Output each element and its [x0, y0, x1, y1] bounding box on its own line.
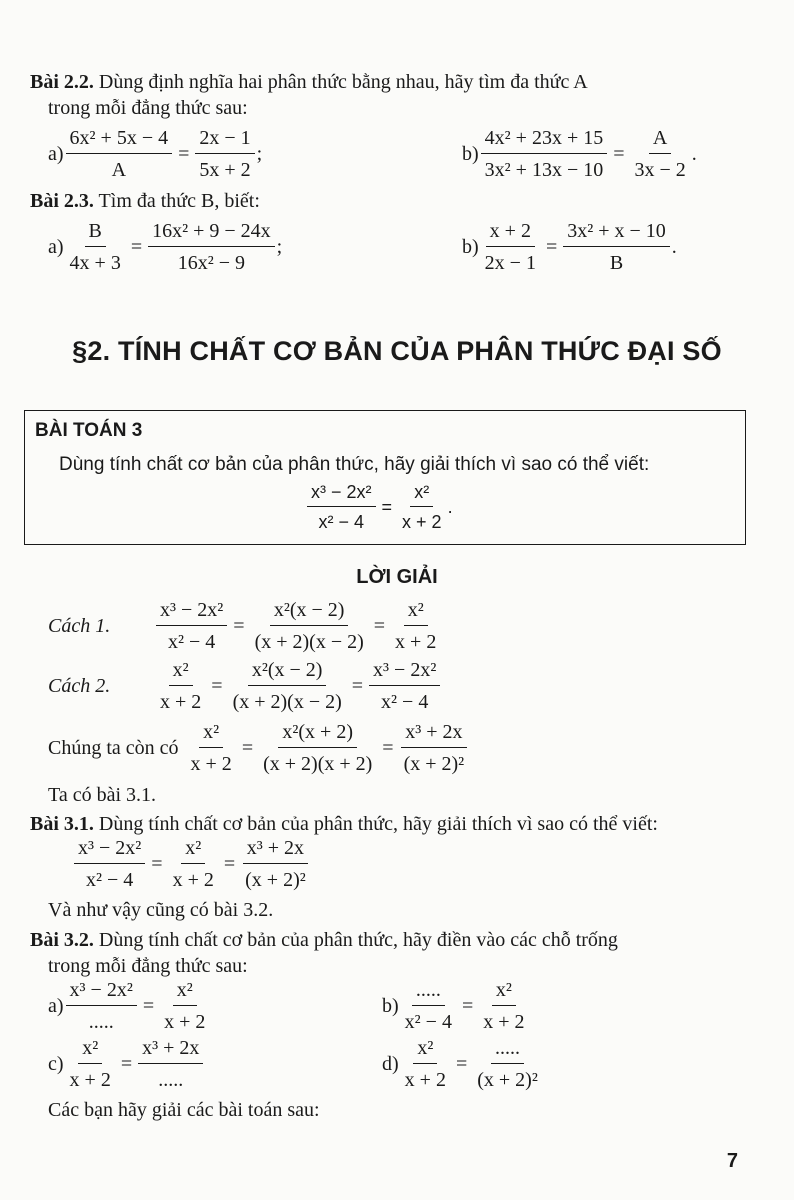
- fraction: [479, 980, 528, 1032]
- fraction: [138, 1038, 203, 1090]
- denominator: A: [111, 159, 127, 181]
- problem-title: BÀI TOÁN 3: [35, 420, 143, 441]
- numerator: x³ + 2x: [243, 838, 308, 864]
- denominator: x + 2: [190, 753, 232, 775]
- ex31-label: Bài 3.1.: [30, 813, 94, 835]
- ex23-b-label: b): [462, 235, 479, 258]
- solution-cach2: [48, 660, 442, 712]
- denominator: 3x² + 13x − 10: [484, 159, 604, 181]
- numerator: x²: [404, 600, 428, 626]
- fraction: [307, 483, 376, 531]
- ex32-text2: trong mỗi đẳng thức sau:: [48, 955, 248, 977]
- numerator: x³ − 2x²: [74, 838, 145, 864]
- cach1-label: Cách 1.: [48, 614, 111, 637]
- fraction: [66, 980, 137, 1032]
- ex23-text: Tìm đa thức B, biết:: [93, 190, 260, 212]
- fraction: [148, 221, 275, 273]
- ex22-a: [48, 128, 262, 180]
- closing-text: Các bạn hãy giải các bài toán sau:: [48, 1099, 320, 1121]
- problem-text: Dùng tính chất cơ bản của phân thức, hãy giải thích vì sao có thể viết:: [59, 454, 650, 475]
- fraction: [401, 980, 456, 1032]
- numerator: x³ + 2x: [401, 722, 466, 748]
- fraction: [631, 128, 690, 180]
- ex32-d-label: d): [382, 1052, 399, 1075]
- fraction: [398, 483, 446, 531]
- denominator: B: [609, 252, 624, 274]
- fraction: [400, 722, 469, 774]
- denominator: (x + 2)²: [245, 869, 306, 891]
- numerator: x³ − 2x²: [66, 980, 137, 1006]
- numerator: 4x² + 23x + 15: [481, 128, 608, 154]
- equals-sign: =: [130, 235, 143, 258]
- numerator: x + 2: [486, 221, 535, 247]
- ex32-d: [382, 1038, 544, 1090]
- equals-sign: =: [142, 994, 155, 1017]
- numerator: B: [85, 221, 106, 247]
- denominator: 16x² − 9: [177, 252, 246, 274]
- solution-also: [48, 722, 470, 774]
- ex32-line1: [30, 930, 618, 950]
- denominator: .....: [158, 1069, 184, 1091]
- equals-sign: =: [613, 142, 625, 165]
- solution-heading: LỜI GIẢI: [356, 566, 438, 588]
- numerator: .....: [412, 980, 445, 1006]
- equals-sign: =: [233, 614, 245, 637]
- ex22-line1: [30, 72, 588, 92]
- solution-cach1: [48, 600, 442, 652]
- fraction: [229, 660, 346, 712]
- fraction: [156, 600, 227, 652]
- section-title: §2. TÍNH CHẤT CƠ BẢN CỦA PHÂN THỨC ĐẠI SỐ: [72, 336, 722, 366]
- denominator: x² − 4: [86, 869, 134, 891]
- punctuation: ;: [256, 142, 263, 165]
- ex22-a-label: a): [48, 142, 64, 165]
- fraction: [74, 838, 145, 890]
- numerator: x³ + 2x: [138, 1038, 203, 1064]
- problem-box: [24, 410, 746, 545]
- ex23-a-label: a): [48, 235, 64, 258]
- equals-sign: =: [151, 852, 163, 875]
- ex23-line: [30, 191, 260, 211]
- denominator: x + 2: [402, 512, 442, 532]
- denominator: x + 2: [172, 869, 214, 891]
- numerator: x²: [78, 1038, 102, 1064]
- punctuation: .: [691, 142, 697, 165]
- fraction: [369, 660, 440, 712]
- punctuation: .: [447, 496, 453, 517]
- page-number: 7: [726, 1150, 738, 1172]
- cach2-label: Cách 2.: [48, 674, 111, 697]
- fraction: [391, 600, 440, 652]
- fraction: [156, 660, 205, 712]
- equals-sign: =: [211, 674, 223, 697]
- equals-sign: =: [223, 852, 236, 875]
- fraction: [251, 600, 368, 652]
- numerator: x²: [410, 483, 433, 507]
- fraction: [481, 128, 608, 180]
- numerator: A: [649, 128, 671, 154]
- denominator: (x + 2)(x − 2): [232, 691, 342, 713]
- numerator: x²: [199, 722, 223, 748]
- equals-sign: =: [461, 994, 474, 1017]
- equals-sign: =: [382, 736, 394, 759]
- ex31-text: Dùng tính chất cơ bản của phân thức, hãy giải thích vì sao có thể viết:: [93, 813, 658, 835]
- punctuation: ;: [276, 235, 283, 258]
- equals-sign: =: [381, 496, 393, 517]
- problem-equation: [305, 483, 453, 531]
- ex22-text1: Dùng định nghĩa hai phân thức bằng nhau, hãy tìm đa thức A: [93, 71, 588, 93]
- numerator: 2x − 1: [195, 128, 254, 154]
- denominator: (x + 2)(x − 2): [254, 631, 364, 653]
- equals-sign: =: [545, 235, 558, 258]
- denominator: x + 2: [404, 1069, 446, 1091]
- denominator: x + 2: [160, 691, 202, 713]
- numerator: x³ − 2x²: [307, 483, 376, 507]
- denominator: (x + 2)²: [403, 753, 465, 775]
- fraction: [187, 722, 236, 774]
- ex23-label: Bài 2.3.: [30, 190, 94, 212]
- denominator: x² − 4: [168, 631, 216, 653]
- punctuation: .: [671, 235, 677, 258]
- fraction: [241, 838, 310, 890]
- numerator: x³ − 2x²: [369, 660, 440, 686]
- ex31-line: [30, 814, 658, 834]
- numerator: 3x² + x − 10: [563, 221, 670, 247]
- fraction: [481, 221, 540, 273]
- equals-sign: =: [120, 1052, 133, 1075]
- ex32-a: [48, 980, 211, 1032]
- denominator: 5x + 2: [199, 159, 251, 181]
- denominator: x + 2: [164, 1011, 206, 1033]
- fraction: [473, 1038, 542, 1090]
- denominator: x² − 4: [404, 1011, 452, 1033]
- ex22-b: [462, 128, 697, 180]
- numerator: x²: [173, 980, 197, 1006]
- denominator: (x + 2)²: [477, 1069, 538, 1091]
- ex32-text1: Dùng tính chất cơ bản của phân thức, hãy điền vào các chỗ trống: [93, 929, 618, 951]
- denominator: x² − 4: [381, 691, 429, 713]
- ex22-label: Bài 2.2.: [30, 71, 94, 93]
- numerator: x²: [492, 980, 516, 1006]
- ex32-a-label: a): [48, 994, 64, 1017]
- fraction: [259, 722, 376, 774]
- numerator: x³ − 2x²: [156, 600, 227, 626]
- ex32-c-label: c): [48, 1052, 64, 1075]
- fraction: [169, 838, 218, 890]
- solution-conclusion: Ta có bài 3.1.: [48, 784, 157, 806]
- equals-sign: =: [178, 142, 190, 165]
- ex32-b: [382, 980, 531, 1032]
- ex22-text2: trong mỗi đẳng thức sau:: [48, 97, 248, 119]
- ex31-equation: [72, 838, 312, 890]
- fraction: [66, 128, 173, 180]
- equals-sign: =: [351, 674, 364, 697]
- numerator: x²(x + 2): [278, 722, 357, 748]
- ex32-b-label: b): [382, 994, 399, 1017]
- ex32-c: [48, 1038, 205, 1090]
- denominator: (x + 2)(x + 2): [263, 753, 373, 775]
- equals-sign: =: [373, 614, 386, 637]
- fraction: [563, 221, 670, 273]
- equals-sign: =: [241, 736, 254, 759]
- denominator: x + 2: [395, 631, 437, 653]
- ex23-a: [48, 221, 282, 273]
- fraction: [66, 1038, 115, 1090]
- denominator: 2x − 1: [484, 252, 536, 274]
- numerator: 6x² + 5x − 4: [66, 128, 173, 154]
- numerator: 16x² + 9 − 24x: [148, 221, 275, 247]
- denominator: 4x + 3: [69, 252, 121, 274]
- numerator: .....: [491, 1038, 524, 1064]
- equals-sign: =: [455, 1052, 468, 1075]
- denominator: .....: [88, 1011, 114, 1033]
- numerator: x²: [169, 660, 193, 686]
- denominator: x + 2: [69, 1069, 111, 1091]
- ex23-b: [462, 221, 677, 273]
- fraction: [401, 1038, 450, 1090]
- denominator: x + 2: [483, 1011, 525, 1033]
- ex31-after: Và như vậy cũng có bài 3.2.: [48, 899, 274, 921]
- fraction: [195, 128, 254, 180]
- also-label: Chúng ta còn có: [48, 736, 179, 759]
- denominator: x² − 4: [318, 512, 365, 532]
- fraction: [160, 980, 209, 1032]
- numerator: x²: [413, 1038, 437, 1064]
- numerator: x²(x − 2): [248, 660, 327, 686]
- ex22-b-label: b): [462, 142, 479, 165]
- ex32-label: Bài 3.2.: [30, 929, 94, 951]
- denominator: 3x − 2: [634, 159, 686, 181]
- fraction: [66, 221, 125, 273]
- numerator: x²(x − 2): [270, 600, 349, 626]
- numerator: x²: [181, 838, 205, 864]
